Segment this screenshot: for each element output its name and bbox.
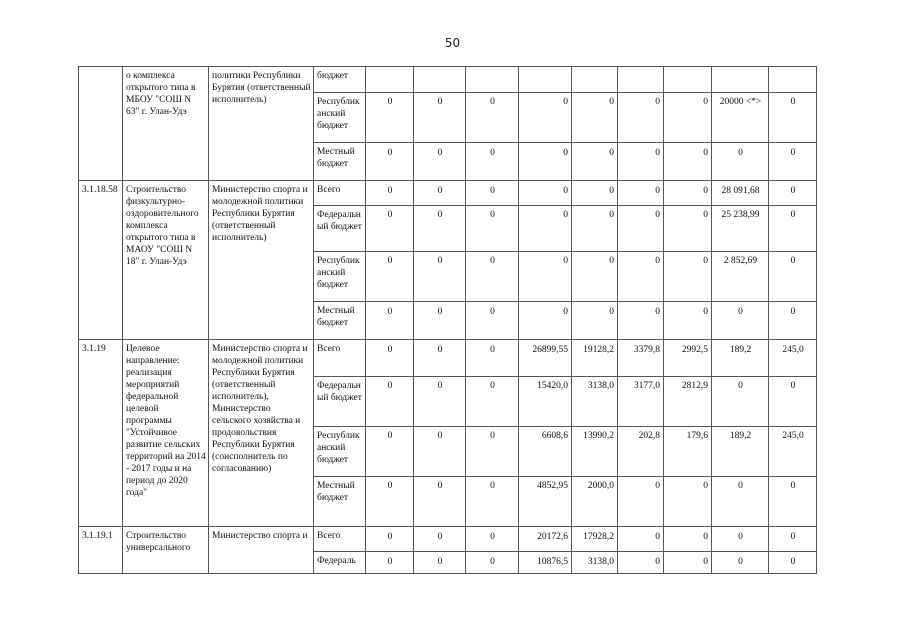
value-cell: 2 852,69 <box>712 252 769 302</box>
value-cell: 0 <box>414 143 466 181</box>
value-cell: 0 <box>664 143 712 181</box>
value-cell: 0 <box>466 181 519 206</box>
value-cell: 6608,6 <box>519 427 572 477</box>
value-cell: 3379,8 <box>618 340 664 377</box>
value-cell: 17928,2 <box>572 527 618 552</box>
value-cell: 2992,5 <box>664 340 712 377</box>
value-cell: 10876,5 <box>519 552 572 574</box>
value-cell: 0 <box>519 252 572 302</box>
row-code <box>79 67 123 181</box>
row-code: 3.1.19 <box>79 340 123 527</box>
row-code: 3.1.19.1 <box>79 527 123 574</box>
row-name: о комплекса открытого типа в МБОУ "СОШ N 63" г. Улан-Удэ <box>123 67 209 181</box>
value-cell: 0 <box>519 302 572 340</box>
value-cell: 0 <box>466 143 519 181</box>
value-cell: 0 <box>618 143 664 181</box>
value-cell: 0 <box>664 477 712 527</box>
table-row <box>79 181 817 206</box>
value-cell: 0 <box>664 552 712 574</box>
value-cell: 0 <box>618 527 664 552</box>
value-cell: 0 <box>618 93 664 143</box>
value-cell <box>618 67 664 93</box>
value-cell: 0 <box>466 93 519 143</box>
value-cell: 3138,0 <box>572 552 618 574</box>
value-cell: 0 <box>664 527 712 552</box>
value-cell: 0 <box>414 252 466 302</box>
value-cell: 0 <box>366 181 414 206</box>
value-cell: 0 <box>572 302 618 340</box>
value-cell: 0 <box>466 477 519 527</box>
value-cell <box>572 67 618 93</box>
value-cell: 0 <box>712 302 769 340</box>
value-cell: 20172,6 <box>519 527 572 552</box>
funding-source: Местный бюджет <box>314 477 366 527</box>
funding-source: Федераль <box>314 552 366 574</box>
value-cell: 0 <box>366 477 414 527</box>
value-cell <box>414 67 466 93</box>
funding-source: Республиканский бюджет <box>314 93 366 143</box>
value-cell: 0 <box>712 143 769 181</box>
value-cell: 13990,2 <box>572 427 618 477</box>
value-cell: 0 <box>618 302 664 340</box>
value-cell: 0 <box>414 377 466 427</box>
value-cell: 0 <box>519 181 572 206</box>
value-cell: 0 <box>414 340 466 377</box>
value-cell: 0 <box>466 427 519 477</box>
value-cell: 20000 <*> <box>712 93 769 143</box>
value-cell: 0 <box>664 206 712 252</box>
value-cell: 0 <box>466 552 519 574</box>
value-cell: 0 <box>414 181 466 206</box>
value-cell: 0 <box>572 181 618 206</box>
value-cell: 0 <box>414 427 466 477</box>
value-cell: 19128,2 <box>572 340 618 377</box>
value-cell: 0 <box>414 527 466 552</box>
value-cell: 0 <box>769 377 817 427</box>
value-cell: 0 <box>366 143 414 181</box>
funding-source: бюджет <box>314 67 366 93</box>
row-code: 3.1.18.58 <box>79 181 123 340</box>
table-row <box>79 67 817 93</box>
row-name: Строительство универсального <box>123 527 209 574</box>
value-cell <box>664 67 712 93</box>
funding-source: Местный бюджет <box>314 143 366 181</box>
value-cell: 0 <box>664 252 712 302</box>
value-cell: 0 <box>519 206 572 252</box>
row-executor: Министерство спорта и молодежной политики Республики Бурятия (ответственный исполнитель), Министерство сельского хозяйства и продовольствия Республики Бурятия (соисполнитель по согласованию) <box>209 340 314 527</box>
funding-source: Республиканский бюджет <box>314 427 366 477</box>
value-cell: 0 <box>618 181 664 206</box>
value-cell: 0 <box>769 181 817 206</box>
value-cell: 3138,0 <box>572 377 618 427</box>
value-cell: 0 <box>618 477 664 527</box>
value-cell: 0 <box>366 206 414 252</box>
row-executor: политики Республики Бурятия (ответственный исполнитель) <box>209 67 314 181</box>
value-cell: 189,2 <box>712 427 769 477</box>
value-cell: 0 <box>664 302 712 340</box>
value-cell: 0 <box>664 181 712 206</box>
value-cell: 0 <box>769 527 817 552</box>
value-cell: 0 <box>769 143 817 181</box>
value-cell: 189,2 <box>712 340 769 377</box>
row-name: Строительство физкультурно-оздоровительного комплекса открытого типа в МАОУ "СОШ N 18" г. Улан-Удэ <box>123 181 209 340</box>
value-cell: 0 <box>366 252 414 302</box>
value-cell: 0 <box>618 252 664 302</box>
value-cell: 0 <box>466 302 519 340</box>
funding-source: Всего <box>314 181 366 206</box>
value-cell: 0 <box>366 527 414 552</box>
value-cell: 0 <box>466 340 519 377</box>
value-cell: 3177,0 <box>618 377 664 427</box>
value-cell: 0 <box>664 93 712 143</box>
value-cell: 0 <box>769 206 817 252</box>
value-cell: 0 <box>769 93 817 143</box>
value-cell: 0 <box>618 206 664 252</box>
budget-table <box>78 66 817 574</box>
row-executor: Министерство спорта и <box>209 527 314 574</box>
value-cell: 0 <box>769 552 817 574</box>
value-cell: 0 <box>366 302 414 340</box>
value-cell: 0 <box>618 552 664 574</box>
value-cell: 0 <box>366 552 414 574</box>
value-cell: 0 <box>366 427 414 477</box>
value-cell: 25 238,99 <box>712 206 769 252</box>
value-cell: 28 091,68 <box>712 181 769 206</box>
value-cell: 0 <box>466 527 519 552</box>
value-cell: 0 <box>769 252 817 302</box>
value-cell: 0 <box>712 377 769 427</box>
value-cell: 0 <box>414 206 466 252</box>
value-cell <box>769 67 817 93</box>
value-cell <box>466 67 519 93</box>
table-row <box>79 340 817 377</box>
value-cell: 2812,9 <box>664 377 712 427</box>
value-cell: 0 <box>572 93 618 143</box>
funding-source: Федеральный бюджет <box>314 377 366 427</box>
funding-source: Республиканский бюджет <box>314 252 366 302</box>
value-cell: 0 <box>366 340 414 377</box>
value-cell: 0 <box>466 377 519 427</box>
funding-source: Всего <box>314 340 366 377</box>
value-cell <box>366 67 414 93</box>
funding-source: Местный бюджет <box>314 302 366 340</box>
value-cell: 0 <box>414 477 466 527</box>
value-cell: 26899,55 <box>519 340 572 377</box>
value-cell: 0 <box>519 93 572 143</box>
value-cell: 2000,0 <box>572 477 618 527</box>
page-number: 50 <box>444 36 461 50</box>
value-cell: 245,0 <box>769 340 817 377</box>
value-cell <box>712 67 769 93</box>
value-cell: 0 <box>414 302 466 340</box>
value-cell <box>519 67 572 93</box>
value-cell: 0 <box>572 143 618 181</box>
value-cell: 0 <box>712 527 769 552</box>
value-cell: 0 <box>466 206 519 252</box>
value-cell: 245,0 <box>769 427 817 477</box>
value-cell: 0 <box>414 552 466 574</box>
value-cell: 15420,0 <box>519 377 572 427</box>
value-cell: 0 <box>769 302 817 340</box>
value-cell: 0 <box>414 93 466 143</box>
funding-source: Федеральный бюджет <box>314 206 366 252</box>
value-cell: 202,8 <box>618 427 664 477</box>
value-cell: 0 <box>519 143 572 181</box>
funding-source: Всего <box>314 527 366 552</box>
value-cell: 0 <box>466 252 519 302</box>
value-cell: 0 <box>366 93 414 143</box>
value-cell: 0 <box>712 552 769 574</box>
value-cell: 0 <box>769 477 817 527</box>
value-cell: 0 <box>572 206 618 252</box>
value-cell: 0 <box>366 377 414 427</box>
value-cell: 4852,95 <box>519 477 572 527</box>
table-row <box>79 527 817 552</box>
row-executor: Министерство спорта и молодежной политики Республики Бурятия (ответственный исполнитель) <box>209 181 314 340</box>
row-name: Целевое направление: реализация мероприятий федеральной целевой программы "Устойчивое развитие сельских территорий на 2014 - 2017 годы и на период до 2020 года" <box>123 340 209 527</box>
value-cell: 0 <box>572 252 618 302</box>
value-cell: 179,6 <box>664 427 712 477</box>
value-cell: 0 <box>712 477 769 527</box>
